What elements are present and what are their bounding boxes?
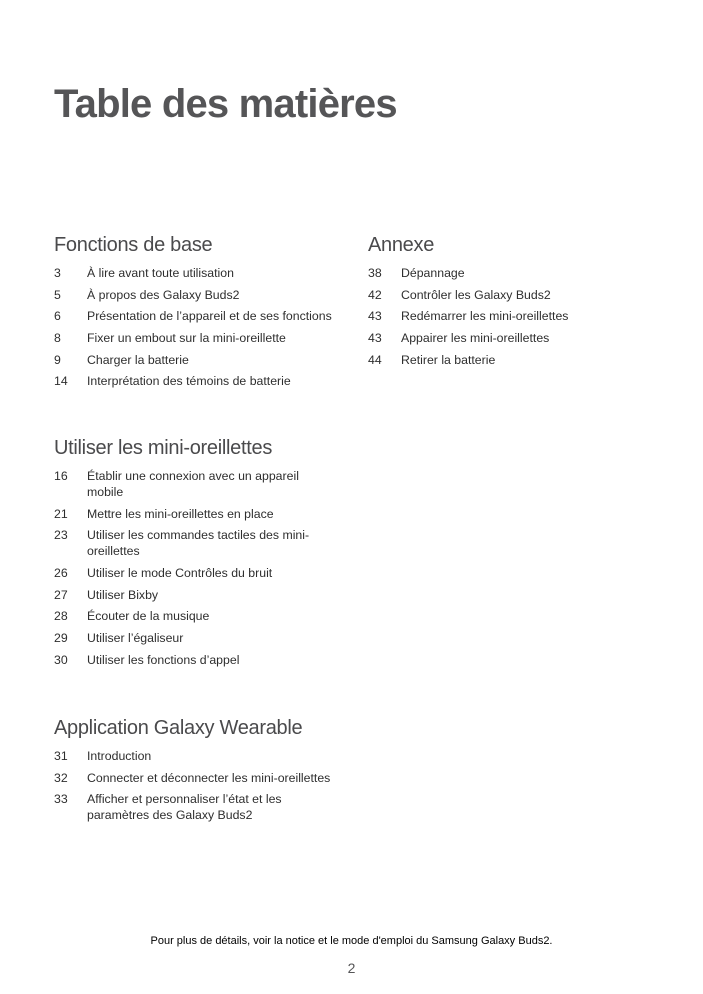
toc-entry-label: Dépannage xyxy=(401,266,465,280)
toc-page-number: 23 xyxy=(54,528,68,543)
toc-page-number: 43 xyxy=(368,331,382,346)
section-title: Application Galaxy Wearable xyxy=(54,717,303,739)
toc-page-number: 44 xyxy=(368,352,382,367)
section-title: Utiliser les mini-oreillettes xyxy=(54,437,273,459)
page-number: 2 xyxy=(347,960,356,976)
toc-entry[interactable] xyxy=(54,527,335,559)
toc-page-number: 31 xyxy=(54,749,68,763)
toc-entry[interactable] xyxy=(368,330,649,346)
toc-page-number: 32 xyxy=(54,770,68,785)
toc-entry-label: Fixer un embout sur la mini-oreillette xyxy=(87,331,286,346)
toc-page-number: 8 xyxy=(54,331,61,346)
toc-page-number: 5 xyxy=(54,287,61,302)
toc-list xyxy=(54,468,335,668)
toc-entry[interactable] xyxy=(368,287,649,303)
toc-entry-label: Utiliser Bixby xyxy=(87,587,159,602)
toc-entry-label: À lire avant toute utilisation xyxy=(87,266,234,280)
toc-page-number: 9 xyxy=(54,352,61,367)
toc-entry[interactable] xyxy=(54,265,335,281)
toc-entry-label: Utiliser les fonctions d’appel xyxy=(87,652,240,667)
toc-page-number: 43 xyxy=(368,309,382,324)
toc-entry[interactable] xyxy=(368,352,649,368)
toc-entry-label: Retirer la batterie xyxy=(401,352,496,367)
toc-entry-label: Écouter de la musique xyxy=(87,609,210,624)
toc-page-number: 6 xyxy=(54,309,61,324)
toc-entry-label: Utiliser l’égaliseur xyxy=(87,631,184,646)
toc-entry[interactable] xyxy=(54,506,335,522)
toc-page-number: 33 xyxy=(54,792,68,807)
toc-entry[interactable] xyxy=(54,587,335,603)
toc-entry[interactable] xyxy=(54,748,335,764)
toc-entry-label: Connecter et déconnecter les mini-oreillettes xyxy=(87,770,331,785)
section-application-galaxy-wearable xyxy=(54,716,335,829)
toc-entry-label: Introduction xyxy=(87,749,152,763)
page-title: Table des matières xyxy=(54,82,397,126)
toc-entry[interactable] xyxy=(368,265,649,281)
toc-page-number: 26 xyxy=(54,566,68,581)
toc-entry-label: Appairer les mini-oreillettes xyxy=(401,331,550,346)
section-title: Fonctions de base xyxy=(54,234,213,256)
toc-page-number: 14 xyxy=(54,374,68,389)
toc-entry-label: À propos des Galaxy Buds2 xyxy=(87,287,240,302)
toc-entry-label: Utiliser les commandes tactiles des mini-oreillettes xyxy=(87,528,310,559)
section-annexe xyxy=(368,233,649,373)
section-fonctions-de-base xyxy=(54,233,335,395)
toc-page-number: 30 xyxy=(54,652,68,667)
toc-page-number: 42 xyxy=(368,287,382,302)
toc-entry[interactable] xyxy=(54,308,335,324)
toc-entry[interactable] xyxy=(54,287,335,303)
toc-page-number: 38 xyxy=(368,266,382,280)
footer-note: Pour plus de détails, voir la notice et le mode d'emploi du Samsung Galaxy Buds2. xyxy=(150,935,553,947)
section-utiliser-les-mini-oreillettes xyxy=(54,436,335,674)
toc-entry[interactable] xyxy=(54,565,335,581)
toc-entry[interactable] xyxy=(54,330,335,346)
toc-entry-label: Contrôler les Galaxy Buds2 xyxy=(401,287,551,302)
toc-entry-label: Mettre les mini-oreillettes en place xyxy=(87,506,274,521)
toc-entry-label: Afficher et personnaliser l’état et les paramètres des Galaxy Buds2 xyxy=(87,792,282,823)
toc-entry[interactable] xyxy=(54,468,335,500)
toc-entry-label: Présentation de l’appareil et de ses fonctions xyxy=(87,309,332,324)
toc-entry[interactable] xyxy=(54,791,335,823)
toc-page-number: 16 xyxy=(54,469,68,483)
toc-entry[interactable] xyxy=(368,308,649,324)
toc-entry-label: Redémarrer les mini-oreillettes xyxy=(401,309,569,324)
toc-entry[interactable] xyxy=(54,652,335,668)
toc-entry[interactable] xyxy=(54,608,335,624)
toc-entry-label: Charger la batterie xyxy=(87,352,189,367)
toc-list xyxy=(54,748,335,823)
toc-entry-label: Utiliser le mode Contrôles du bruit xyxy=(87,566,273,581)
toc-page-number: 21 xyxy=(54,506,68,521)
toc-entry[interactable] xyxy=(54,630,335,646)
toc-page-number: 3 xyxy=(54,266,61,280)
toc-entry-label: Établir une connexion avec un appareil mobile xyxy=(87,469,299,499)
toc-entry-label: Interprétation des témoins de batterie xyxy=(87,374,291,389)
toc-page-number: 29 xyxy=(54,631,68,646)
toc-page-number: 28 xyxy=(54,609,68,624)
toc-entry[interactable] xyxy=(54,352,335,368)
toc-entry[interactable] xyxy=(54,373,335,389)
toc-page-number: 27 xyxy=(54,587,68,602)
toc-list xyxy=(368,265,649,368)
section-title: Annexe xyxy=(368,234,435,256)
toc-list xyxy=(54,265,335,389)
toc-entry[interactable] xyxy=(54,770,335,786)
